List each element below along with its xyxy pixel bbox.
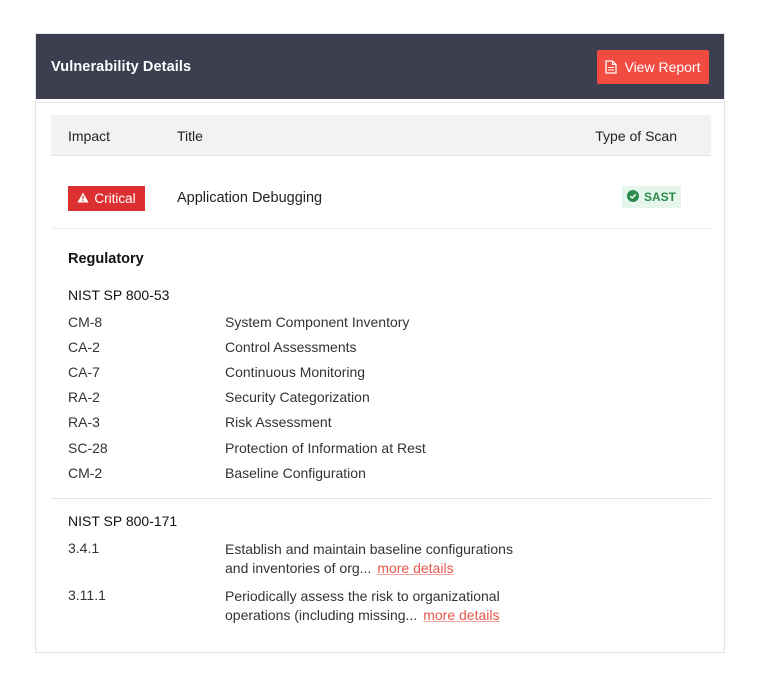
- column-impact: Impact: [68, 128, 111, 144]
- critical-label: Critical: [94, 191, 136, 206]
- description-text: and inventories of org...: [225, 560, 372, 576]
- nist-800-171-title: NIST SP 800-171: [68, 513, 178, 529]
- table-header: [51, 115, 711, 156]
- description-text: operations (including missing...: [225, 607, 418, 623]
- control-id: CA-7: [68, 364, 100, 380]
- sast-label: SAST: [643, 190, 676, 204]
- sast-badge: [622, 186, 681, 208]
- more-details-link[interactable]: more details: [423, 607, 500, 623]
- vulnerability-title: Application Debugging: [177, 190, 323, 206]
- control-name: Protection of Information at Rest: [225, 440, 426, 456]
- description-line: Periodically assess the risk to organizational: [225, 588, 500, 604]
- nist-800-53-title: NIST SP 800-53: [68, 287, 170, 303]
- control-id: RA-3: [68, 414, 100, 430]
- control-id: CM-2: [68, 465, 103, 481]
- control-description: [225, 540, 535, 578]
- column-type-of-scan: Type of Scan: [595, 128, 677, 144]
- table-row: [51, 155, 711, 229]
- view-report-label: View Report: [624, 58, 701, 75]
- column-title: Title: [177, 128, 203, 144]
- control-name: Security Categorization: [225, 389, 370, 405]
- warning-triangle-icon: [77, 191, 89, 206]
- view-report-button[interactable]: [597, 50, 709, 84]
- more-details-link[interactable]: more details: [377, 560, 454, 576]
- panel-body: [36, 102, 724, 652]
- control-name: Continuous Monitoring: [225, 364, 366, 380]
- regulatory-label: Regulatory: [68, 251, 144, 267]
- section-divider: [51, 498, 711, 499]
- description-line: [225, 559, 535, 578]
- control-id: CA-2: [68, 339, 100, 355]
- control-name: Risk Assessment: [225, 414, 332, 430]
- panel-title: Vulnerability Details: [51, 58, 192, 75]
- document-icon: [605, 60, 617, 74]
- control-name: Control Assessments: [225, 339, 357, 355]
- control-id: CM-8: [68, 314, 103, 330]
- control-id: 3.11.1: [68, 587, 106, 603]
- panel-header: [36, 34, 724, 99]
- critical-badge: [68, 186, 145, 211]
- control-id: RA-2: [68, 389, 100, 405]
- control-description: [225, 587, 535, 625]
- control-name: System Component Inventory: [225, 314, 410, 330]
- control-id: 3.4.1: [68, 540, 100, 556]
- description-line: Establish and maintain baseline configurations: [225, 541, 513, 557]
- vulnerability-details-panel: [35, 33, 725, 653]
- control-id: SC-28: [68, 440, 108, 456]
- description-line: [225, 606, 535, 625]
- control-name: Baseline Configuration: [225, 465, 366, 481]
- check-circle-icon: [627, 190, 639, 205]
